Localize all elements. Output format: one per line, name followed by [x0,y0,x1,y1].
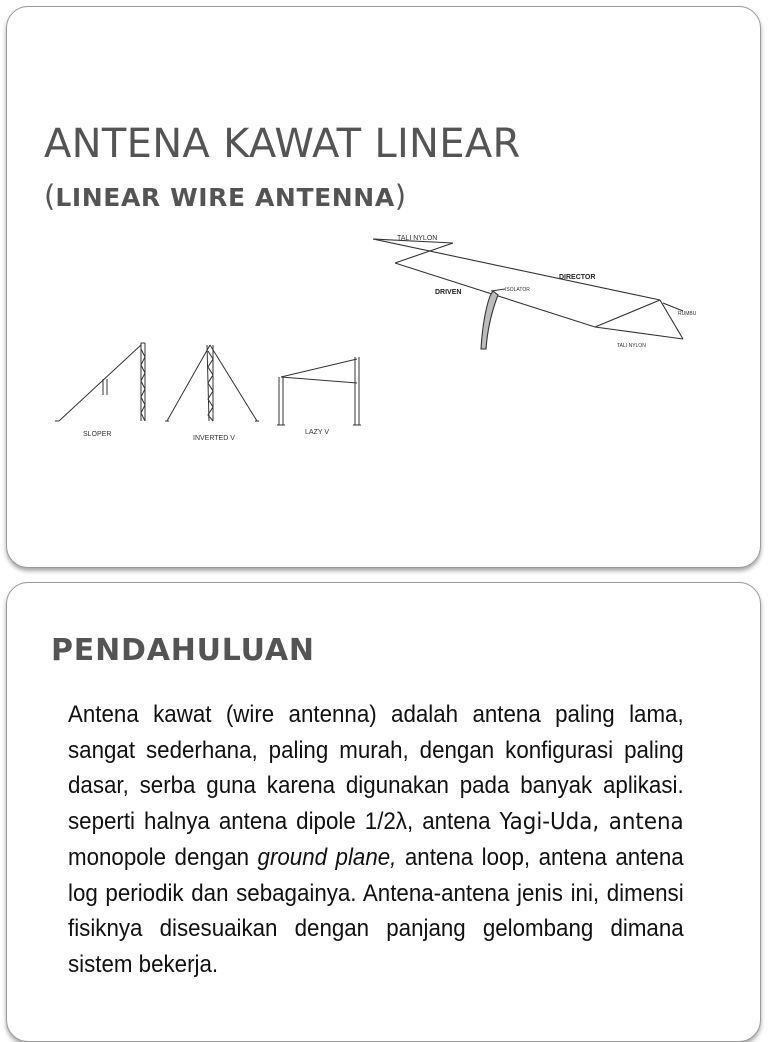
slide-subtitle [44,179,406,213]
paragraph-part-1: Antena kawat (wire antenna) adalah antena paling lama, sangat sederhana, paling murah, dengan konfigurasi paling dasar, serba guna karena digunakan pada banyak aplikasi. seperti halnya antena dipole 1/2λ, antena [68,701,684,835]
label-rumbu: RUMBU [678,311,697,317]
paragraph-part-yagi: Yagi-Uda, antena [499,808,684,835]
yagi-antenna-illustration [365,231,705,356]
paragraph-part-5: antena loop, antena antena log periodik dan sebagainya. Antena-antena jenis ini, dimensi fisiknya disesuaikan dengan panjang gelombang dimana sistem bekerja. [68,844,684,978]
slide-title-text: ANTENA KAWAT LINEAR [44,121,521,167]
paragraph-part-3: monopole dengan [68,844,258,871]
section-heading: PENDAHULUAN [51,633,315,668]
label-lazy-v: LAZY V [305,429,329,436]
wire-antenna-types-illustration [51,339,371,449]
label-inverted-v: INVERTED V [193,435,235,442]
slide-title [6,6,761,568]
paragraph-part-ground-plane: ground plane, [257,844,397,871]
subtitle-text: LINEAR WIRE ANTENNA [55,183,395,212]
subtitle-open-paren: ( [44,179,56,213]
intro-paragraph [68,697,684,982]
slide-introduction [6,582,761,1042]
label-tali-nylon-bottom: TALI NYLON [617,343,646,349]
label-director: DIRECTOR [559,274,596,281]
subtitle-close-paren: ) [394,179,407,213]
label-isolator: ISOLATOR [505,287,530,293]
label-sloper: SLOPER [83,431,112,438]
label-driven: DRIVEN [435,289,462,296]
label-tali-nylon-top: TALI NYLON [397,235,438,242]
